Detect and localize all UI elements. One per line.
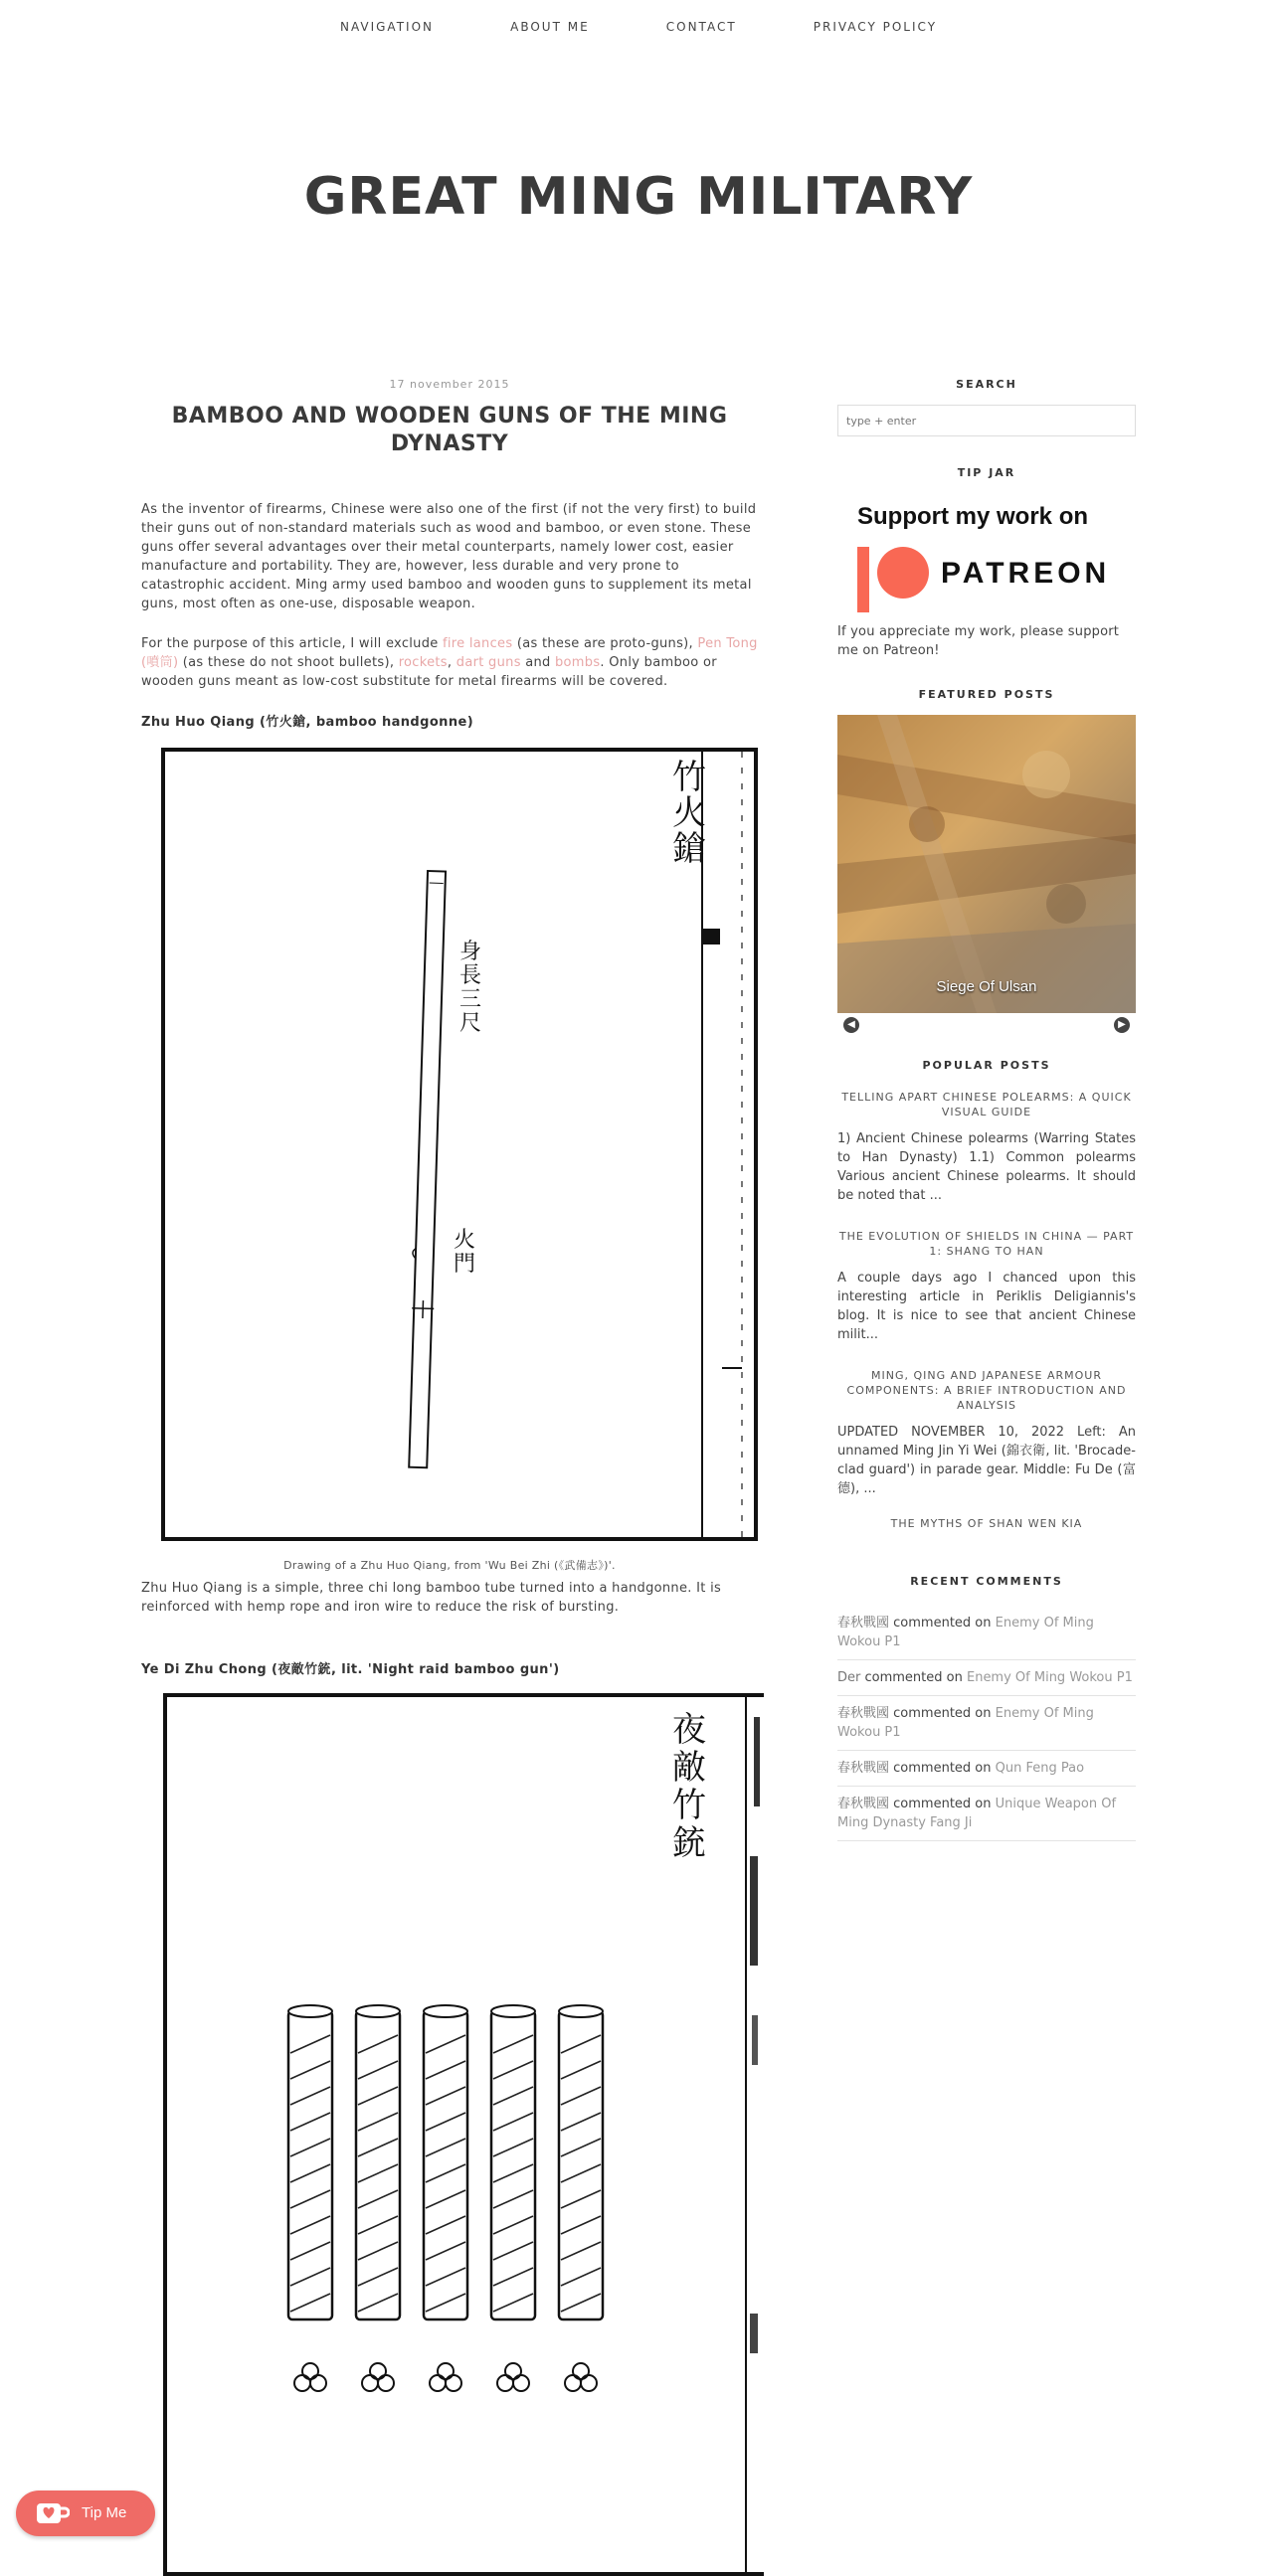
slider-prev-icon[interactable]: ◀ — [843, 1017, 859, 1033]
ye-di-zhu-chong-drawing[interactable] — [163, 1693, 764, 2576]
bamboo-tube — [288, 2005, 332, 2319]
tip-jar-text: If you appreciate my work, please support me on Patreon! — [837, 622, 1136, 660]
slider-next-icon[interactable]: ▶ — [1114, 1017, 1130, 1033]
patreon-banner[interactable] — [837, 497, 1136, 616]
comment-post-link[interactable]: Qun Feng Pao — [996, 1761, 1084, 1776]
popular-post-title[interactable]: MING, QING AND JAPANESE ARMOUR COMPONENTS: A BRIEF INTRODUCTION AND ANALYSIS — [837, 1368, 1136, 1413]
tip-me-label: Tip Me — [82, 2504, 126, 2521]
annotation-char: 門 — [454, 1253, 479, 1277]
popular-post-snippet: A couple days ago I chanced upon this interesting article in Periklis Deligiannis's blog. It is nice to see that ancient Chinese milit... — [837, 1269, 1136, 1344]
bamboo-tube — [559, 2005, 603, 2319]
search-widget-title: SEARCH — [837, 378, 1136, 391]
featured-posts-title: FEATURED POSTS — [837, 688, 1136, 701]
link-fire-lances[interactable]: fire lances — [443, 636, 512, 651]
tip-jar-title: TIP JAR — [837, 466, 1136, 479]
section-heading-zhu-huo-qiang: Zhu Huo Qiang (竹火鎗, bamboo handgonne) — [141, 711, 758, 730]
link-dart-guns[interactable]: dart guns — [456, 655, 521, 670]
featured-post-image[interactable] — [837, 715, 1136, 1013]
post-scope — [141, 634, 758, 691]
comment-item — [837, 1660, 1136, 1696]
comment-post-link[interactable]: Unique Weapon Of Ming Dynasty Fang Ji — [837, 1797, 1116, 1830]
search-input[interactable] — [837, 405, 1136, 436]
figure-char: 竹 — [672, 1787, 712, 1824]
figure-title-chars — [672, 760, 712, 867]
comment-connector: commented on — [893, 1797, 991, 1811]
powder-wad-symbol — [362, 2363, 394, 2391]
popular-post-title[interactable]: THE EVOLUTION OF SHIELDS IN CHINA — PART 1: SHANG TO HAN — [837, 1229, 1136, 1259]
figure-caption: Drawing of a Zhu Huo Qiang, from 'Wu Bei Zhi (《武備志》)'. — [141, 1557, 758, 1573]
powder-wad-symbol — [565, 2363, 597, 2391]
link-bombs[interactable]: bombs — [555, 655, 600, 670]
figure-char: 敵 — [672, 1749, 712, 1787]
featured-post-caption: Siege Of Ulsan — [837, 978, 1136, 995]
nav-item-privacy-policy[interactable]: PRIVACY POLICY — [814, 20, 937, 34]
scope-text: and — [521, 655, 555, 670]
scope-text: For the purpose of this article, I will exclude — [141, 636, 443, 651]
popular-posts-title: POPULAR POSTS — [837, 1059, 1136, 1072]
comment-post-link[interactable]: Enemy Of Ming Wokou P1 — [837, 1706, 1094, 1740]
comment-post-link[interactable]: Enemy Of Ming Wokou P1 — [967, 1670, 1133, 1685]
bamboo-tube — [491, 2005, 535, 2319]
comment-connector: commented on — [893, 1761, 991, 1776]
recent-comments-list — [837, 1606, 1136, 1841]
zhu-huo-qiang-illustration — [165, 752, 754, 1537]
annotation-char: 火 — [454, 1229, 479, 1253]
section-heading-ye-di-zhu-chong: Ye Di Zhu Chong (夜敵竹銃, lit. 'Night raid bamboo gun') — [141, 1658, 758, 1677]
comment-connector: commented on — [865, 1670, 963, 1685]
nav-item-navigation[interactable]: NAVIGATION — [340, 20, 434, 34]
tip-me-button[interactable] — [16, 2490, 155, 2536]
post-intro: As the inventor of firearms, Chinese were also one of the first (if not the very first) to build their guns out of non-standard materials such as wood and bamboo, or even stone. These guns offer several advantages over their metal counterparts, namely lower cost, easier manufacture and portability. They are, however, less durable and very prone to catastrophic accident. Ming army used bamboo and wooden guns to supplement its metal guns, most often as one-use, disposable weapon. — [141, 500, 758, 613]
annotation-char: 尺 — [459, 1012, 485, 1036]
coffee-cup-icon — [36, 2501, 70, 2525]
site-title[interactable]: GREAT MING MILITARY — [0, 167, 1277, 227]
figure-char: 火 — [672, 795, 712, 831]
annotation-char: 三 — [459, 988, 485, 1012]
comment-author[interactable]: Der — [837, 1670, 860, 1685]
patreon-wordmark: PATREON — [941, 557, 1110, 591]
bamboo-tube-group — [288, 2005, 603, 2391]
comment-connector: commented on — [893, 1616, 991, 1631]
patreon-logo-icon — [857, 547, 933, 612]
scope-text: , — [448, 655, 456, 670]
popular-post-title[interactable]: TELLING APART CHINESE POLEARMS: A QUICK VISUAL GUIDE — [837, 1090, 1136, 1119]
popular-post-title[interactable]: THE MYTHS OF SHAN WEN KIA — [837, 1516, 1136, 1531]
top-navigation — [0, 16, 1277, 40]
powder-wad-symbol — [430, 2363, 461, 2391]
figure-annotation-length — [459, 941, 485, 1036]
link-pen-tong[interactable]: Pen Tong (噴筒) — [141, 636, 758, 670]
comment-post-link[interactable]: Enemy Of Ming Wokou P1 — [837, 1616, 1094, 1649]
scope-text: (as these are proto-guns), — [512, 636, 697, 651]
powder-wad-symbol — [497, 2363, 529, 2391]
bamboo-tube — [356, 2005, 400, 2319]
main-content — [141, 378, 758, 2576]
annotation-char: 長 — [459, 964, 485, 988]
comment-item — [837, 1751, 1136, 1787]
figure-char: 銃 — [672, 1824, 712, 1862]
figure-char: 鎗 — [672, 831, 712, 867]
zhu-huo-qiang-drawing[interactable] — [161, 748, 758, 1541]
popular-post-snippet: UPDATED NOVEMBER 10, 2022 Left: An unnamed Ming Jin Yi Wei (錦衣衛, lit. 'Brocade-clad guard') in parade gear. Middle: Fu De (富德), ... — [837, 1423, 1136, 1498]
nav-item-contact[interactable]: CONTACT — [666, 20, 737, 34]
scope-text: (as these do not shoot bullets), — [178, 655, 398, 670]
nav-item-about-me[interactable]: ABOUT ME — [510, 20, 590, 34]
comment-author[interactable]: 春秋戰國 — [837, 1761, 889, 1776]
post-title: BAMBOO AND WOODEN GUNS OF THE MING DYNASTY — [161, 403, 738, 458]
bamboo-tube — [424, 2005, 467, 2319]
recent-comments-title: RECENT COMMENTS — [837, 1575, 1136, 1588]
popular-post-snippet: 1) Ancient Chinese polearms (Warring States to Han Dynasty) 1.1) Common polearms Various ancient Chinese polearms. It should be noted that ... — [837, 1129, 1136, 1205]
featured-slider-controls — [837, 1017, 1136, 1037]
comment-item — [837, 1787, 1136, 1841]
powder-wad-symbol — [294, 2363, 326, 2391]
comment-author[interactable]: 春秋戰國 — [837, 1706, 889, 1721]
post-date: 17 november 2015 — [141, 378, 758, 391]
comment-connector: commented on — [893, 1706, 991, 1721]
comment-author[interactable]: 春秋戰國 — [837, 1797, 889, 1811]
featured-painting-image — [837, 715, 1136, 1013]
scope-text: . Only bamboo or wooden guns meant as low-cost substitute for metal firearms will be covered. — [141, 655, 717, 689]
link-rockets[interactable]: rockets — [399, 655, 448, 670]
sidebar — [837, 378, 1136, 1841]
figure-char: 夜 — [672, 1711, 712, 1749]
annotation-char: 身 — [459, 941, 485, 964]
figure-annotation-touchhole — [454, 1229, 479, 1277]
figure-title-chars — [672, 1711, 712, 1862]
zhu-huo-qiang-description: Zhu Huo Qiang is a simple, three chi long bamboo tube turned into a handgonne. It is reinforced with hemp rope and iron wire to reduce the risk of bursting. — [141, 1579, 758, 1617]
figure-char: 竹 — [672, 760, 712, 795]
comment-item — [837, 1606, 1136, 1660]
patreon-banner-line: Support my work on — [857, 503, 1088, 531]
comment-author[interactable]: 春秋戰國 — [837, 1616, 889, 1631]
comment-item — [837, 1696, 1136, 1751]
